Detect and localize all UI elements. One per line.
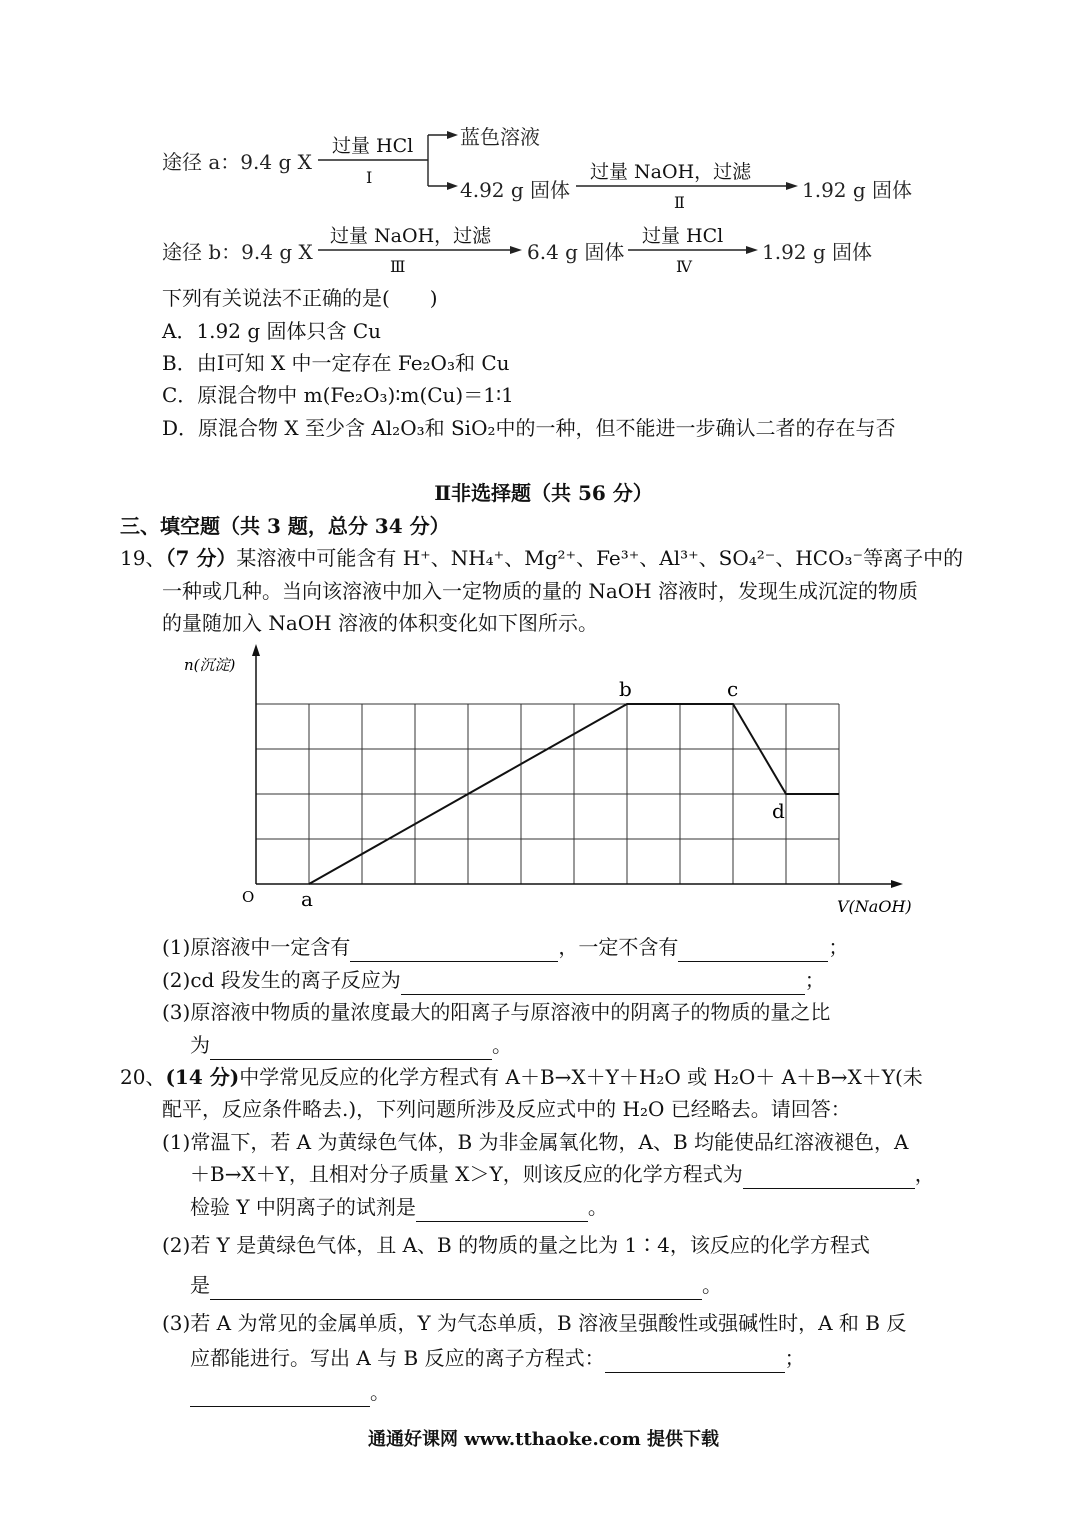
q19-blank-ratio[interactable] xyxy=(210,1037,492,1060)
x-axis-label: V(NaOH) xyxy=(837,897,912,916)
q18-option-b: B．由Ⅰ可知 X 中一定存在 Fe₂O₃和 Cu xyxy=(162,351,510,375)
y-axis-arrow xyxy=(252,644,260,656)
route-a-step2-label: 过量 NaOH，过滤 xyxy=(590,161,752,183)
q20-sub3-line2 xyxy=(190,1343,805,1373)
y-axis-label: n(沉淀) xyxy=(184,656,236,674)
q20-sub1-line2 xyxy=(190,1159,935,1189)
q19-number: 19、 xyxy=(120,546,166,570)
q19-line2: 一种或几种。当向该溶液中加入一定物质的量的 NaOH 溶液时，发现生成沉淀的物质 xyxy=(162,579,918,603)
q20-sub1-end-2: ， xyxy=(914,1162,935,1186)
q20-sub3-line3 xyxy=(190,1377,390,1407)
q19-text-1: 某溶液中可能含有 H⁺、NH₄⁺、Mg²⁺、Fe³⁺、Al³⁺、SO₄²⁻、HCO₃⁻等离子中的 xyxy=(236,546,964,570)
q19-sub3-line2 xyxy=(190,1030,512,1060)
point-label-d: d xyxy=(772,799,785,823)
q20-number: 20、 xyxy=(120,1065,166,1089)
q19-sub3-line1: (3)原溶液中物质的量浓度最大的阳离子与原溶液中的阴离子的物质的量之比 xyxy=(162,1000,831,1024)
q20-sub2-end-2: 。 xyxy=(702,1273,722,1297)
q20-sub1-line1: (1)常温下，若 A 为黄绿色气体，B 为非金属氧化物，A、B 均能使品红溶液褪色，A xyxy=(162,1130,909,1154)
q19-sub3-a: 为 xyxy=(190,1033,210,1057)
q20-blank-ionic-1[interactable] xyxy=(605,1350,785,1373)
q19-sub2 xyxy=(162,965,825,995)
q19-sub1-c: ； xyxy=(828,935,849,959)
page-footer: 通通好课网 www.tthaoke.com 提供下载 xyxy=(367,1429,720,1450)
q19-sub1-b: ，一定不含有 xyxy=(558,935,679,959)
route-b-result: 1.92 g 固体 xyxy=(762,240,873,264)
q20-sub1-text-2: ＋B→X＋Y，且相对分子质量 X＞Y，则该反应的化学方程式为 xyxy=(190,1162,743,1186)
q19-blank-not-contains[interactable] xyxy=(678,939,828,962)
section-3-title: 三、填空题（共 3 题，总分 34 分） xyxy=(120,514,450,538)
q20-sub3-text-2: 应都能进行。写出 A 与 B 反应的离子方程式： xyxy=(190,1346,605,1370)
q20-blank-equation-2[interactable] xyxy=(210,1277,702,1300)
route-a-prefix: 途径 a：9.4 g X xyxy=(162,150,312,174)
q20-sub3-end-2: ； xyxy=(784,1346,805,1370)
q20-line2: 配平，反应条件略去.)，下列问题所涉及反应式中的 H₂O 已经略去。请回答： xyxy=(162,1097,851,1121)
route-a-result: 1.92 g 固体 xyxy=(802,178,913,202)
q20-sub3-line1: (3)若 A 为常见的金属单质，Y 为气态单质，B 溶液呈强酸性或强碱性时，A 和 B 反 xyxy=(162,1311,907,1335)
q19-blank-contains[interactable] xyxy=(350,939,558,962)
route-b-prefix: 途径 b：9.4 g X xyxy=(162,240,313,264)
q19-score: （7 分） xyxy=(165,546,237,570)
q19-sub1 xyxy=(162,932,848,962)
q20-blank-equation-1[interactable] xyxy=(743,1166,915,1189)
q20-line1 xyxy=(120,1062,923,1092)
route-b-step1-label: 过量 NaOH，过滤 xyxy=(330,225,492,247)
q19-line1 xyxy=(120,543,963,573)
q20-sub2-line2 xyxy=(190,1270,722,1300)
q18-option-c: C．原混合物中 m(Fe₂O₃)∶m(Cu)＝1∶1 xyxy=(162,383,514,407)
point-label-b: b xyxy=(619,677,632,701)
route-a-step1-num: Ⅰ xyxy=(366,168,373,187)
section-2-title: Ⅱ非选择题（共 56 分） xyxy=(434,481,653,505)
point-label-c: c xyxy=(727,677,739,701)
q20-sub3-end-3: 。 xyxy=(370,1380,390,1404)
q19-sub3-b: 。 xyxy=(492,1033,512,1057)
q19-blank-cd-reaction[interactable] xyxy=(401,972,805,995)
q20-blank-reagent[interactable] xyxy=(416,1199,588,1222)
q19-sub1-a: (1)原溶液中一定含有 xyxy=(162,935,351,959)
origin-label: O xyxy=(242,888,255,906)
route-a-branch-top: 蓝色溶液 xyxy=(460,125,540,149)
q20-score: (14 分) xyxy=(165,1065,240,1089)
q18-option-d: D．原混合物 X 至少含 Al₂O₃和 SiO₂中的一种，但不能进一步确认二者的存在与否 xyxy=(162,416,896,440)
route-b-middle: 6.4 g 固体 xyxy=(527,240,625,264)
q20-sub1-line3 xyxy=(190,1192,608,1222)
q18-stem: 下列有关说法不正确的是( ) xyxy=(162,286,438,310)
q20-sub2-line1: (2)若 Y 是黄绿色气体，且 A、B 的物质的量之比为 1∶4，该反应的化学方程式 xyxy=(162,1233,870,1257)
route-a-branch-bottom: 4.92 g 固体 xyxy=(460,178,571,202)
q20-text-1: 中学常见反应的化学方程式有 A＋B→X＋Y＋H₂O 或 H₂O＋ A＋B→X＋Y(未 xyxy=(239,1065,923,1089)
route-b-step1-num: Ⅲ xyxy=(390,257,406,276)
q18-option-a: A．1.92 g 固体只含 Cu xyxy=(162,319,382,343)
precipitate-chart xyxy=(170,640,930,930)
q20-blank-ionic-2[interactable] xyxy=(190,1384,370,1407)
q20-sub2-text-2: 是 xyxy=(190,1273,210,1297)
point-label-a: a xyxy=(301,887,313,911)
q19-line3: 的量随加入 NaOH 溶液的体积变化如下图所示。 xyxy=(162,611,598,635)
route-b-step2-num: Ⅳ xyxy=(676,257,692,276)
x-axis-arrow xyxy=(891,880,903,888)
q20-sub1-end-3: 。 xyxy=(587,1195,608,1219)
q19-sub2-b: ； xyxy=(804,968,825,992)
route-b-step2-label: 过量 HCl xyxy=(642,225,724,247)
route-a-step1-label: 过量 HCl xyxy=(332,135,414,157)
q19-sub2-a: (2)cd 段发生的离子反应为 xyxy=(162,968,401,992)
route-a-step2-num: Ⅱ xyxy=(674,193,685,212)
q20-sub1-text-3: 检验 Y 中阴离子的试剂是 xyxy=(190,1195,416,1219)
